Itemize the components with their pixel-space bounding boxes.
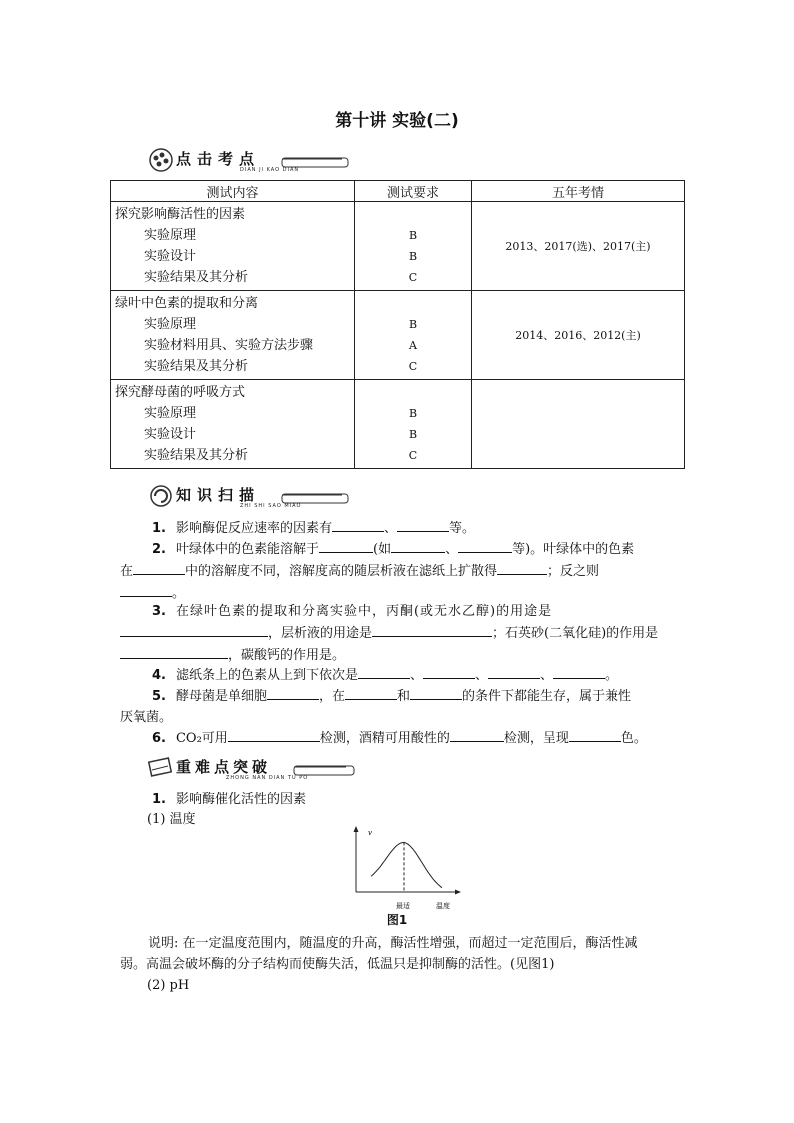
table-header-row: [111, 181, 685, 202]
banner-kaodian: [146, 146, 356, 178]
topic-title: 探究酵母菌的呼吸方式: [115, 385, 246, 400]
question-5: [120, 685, 685, 728]
question-text: (如: [373, 542, 392, 557]
question-number: 5.: [152, 689, 166, 704]
question-text: ；石英砂(二氧化硅)的作用是: [492, 626, 659, 641]
question-number: 3.: [152, 604, 166, 619]
figure-caption: 图1: [386, 913, 408, 927]
banner-kaodian-text: 点击考点: [176, 150, 261, 168]
answer-blank[interactable]: [319, 538, 373, 553]
answer-blank[interactable]: [569, 727, 621, 742]
level-value: C: [408, 360, 418, 373]
table-row: [111, 291, 685, 380]
answer-blank[interactable]: [372, 622, 492, 637]
explanation: [120, 933, 685, 975]
section-number: 1.: [152, 792, 166, 807]
question-2: [120, 538, 685, 604]
table-cell-topic: [111, 291, 355, 380]
level-value: A: [409, 339, 417, 352]
question-text: 中的溶解度不同，溶解度高的随层析液在滤纸上扩散得: [185, 564, 498, 579]
y-axis-arrow-icon: [354, 826, 359, 832]
question-text: 、: [540, 668, 554, 683]
level-value: B: [408, 428, 418, 441]
subsection-title: (2) pH: [147, 978, 190, 993]
question-text: 、: [475, 668, 489, 683]
subsection-title: (1) 温度: [147, 812, 196, 827]
banner-zhishi-pinyin: ZHI SHI SAO MIAO: [240, 503, 302, 509]
question-text: 。: [605, 668, 619, 683]
table-cell-years: 2014、2016、2012(主): [472, 291, 685, 380]
question-text: 厌氧菌。: [120, 710, 173, 725]
question-text: 、: [384, 521, 398, 536]
section-heading: [120, 789, 685, 810]
topic-title: 探究影响酶活性的因素: [115, 207, 246, 222]
level-value: C: [408, 271, 418, 284]
topic-title: 绿叶中色素的提取和分离: [115, 296, 259, 311]
topic-sub: 实验结果及其分析: [144, 270, 249, 285]
question-number: 1.: [152, 521, 166, 536]
question-text: 、: [410, 668, 424, 683]
question-text: 在: [120, 564, 134, 579]
enzyme-temperature-chart: [340, 826, 470, 912]
answer-blank[interactable]: [391, 538, 445, 553]
question-text: ，在: [319, 689, 346, 704]
answer-blank[interactable]: [358, 664, 410, 679]
question-4: [120, 664, 685, 686]
answer-blank[interactable]: [228, 727, 320, 742]
subsection-ph: [147, 975, 712, 996]
table-cell-topic: [111, 380, 355, 469]
optimum-label: 最适: [396, 902, 410, 910]
answer-blank[interactable]: [133, 560, 185, 575]
question-text: 、: [445, 542, 459, 557]
answer-blank[interactable]: [458, 538, 512, 553]
answer-blank[interactable]: [450, 727, 504, 742]
x-axis-arrow-icon: [455, 890, 461, 895]
question-text: 滤纸条上的色素从上到下依次是: [175, 668, 358, 683]
question-3: [120, 601, 685, 666]
banner-zhongnan-text: 重难点突破: [176, 758, 272, 776]
topic-sub: 实验结果及其分析: [144, 359, 249, 374]
level-value: C: [408, 449, 418, 462]
page-title: 第十讲 实验(二): [335, 111, 459, 131]
y-axis-label: v: [368, 829, 372, 837]
topic-sub: 实验原理: [144, 228, 197, 243]
question-text: ，层析液的用途是: [268, 626, 373, 641]
question-number: 2.: [152, 542, 166, 557]
requirements-table: [110, 180, 685, 469]
question-text: 影响酶促反应速率的因素有: [175, 521, 332, 536]
question-text: 和: [397, 689, 411, 704]
question-text: 等)。叶绿体中的色素: [512, 542, 635, 557]
level-value: B: [408, 229, 418, 242]
question-text: 检测，酒精可用酸性的: [319, 731, 450, 746]
question-6: [120, 727, 685, 749]
topic-sub: 实验原理: [144, 317, 197, 332]
banner-zhishi: [146, 482, 356, 514]
answer-blank[interactable]: [397, 517, 449, 532]
topic-sub: 实验设计: [144, 427, 197, 442]
table-header-history: 五年考情: [472, 181, 685, 202]
table-row: [111, 202, 685, 291]
answer-blank[interactable]: [497, 560, 547, 575]
answer-blank[interactable]: [345, 685, 397, 700]
level-value: B: [408, 318, 418, 331]
answer-blank[interactable]: [423, 664, 475, 679]
table-cell-years: 2013、2017(选)、2017(主): [472, 202, 685, 291]
question-number: 4.: [152, 668, 166, 683]
table-cell-years: [472, 380, 685, 469]
question-text: 色。: [620, 731, 647, 746]
question-text: 。: [332, 648, 346, 663]
question-number: 6.: [152, 731, 166, 746]
activity-curve: [371, 842, 442, 887]
topic-sub: 实验材料用具、实验方法步骤: [144, 338, 314, 353]
explanation-text: 说明: 在一定温度范围内，随温度的升高，酶活性增强，而超过一定范围后，酶活性减: [148, 936, 638, 951]
banner-zhongnan: [146, 754, 356, 786]
question-text: 。: [172, 586, 186, 601]
table-cell-topic: [111, 202, 355, 291]
topic-sub: 实验结果及其分析: [144, 448, 249, 463]
question-text: 等。: [449, 521, 476, 536]
level-value: B: [408, 407, 418, 420]
question-text: 叶绿体中的色素能溶解于: [175, 542, 319, 557]
answer-blank[interactable]: [267, 685, 319, 700]
topic-sub: 实验原理: [144, 406, 197, 421]
answer-blank[interactable]: [488, 664, 540, 679]
answer-blank[interactable]: [120, 622, 268, 637]
question-text: 检测，呈现: [503, 731, 569, 746]
section-title: 影响酶催化活性的因素: [175, 792, 306, 807]
question-text: 的条件下都能生存，属于兼性: [462, 689, 632, 704]
table-cell-level: [355, 380, 472, 469]
x-axis-label: 温度: [436, 902, 450, 910]
explanation-text: 弱。高温会破坏酶的分子结构而使酶失活，低温只是抑制酶的活性。(见图1): [120, 957, 555, 972]
banner-zhongnan-pinyin: ZHONG NAN DIAN TU PO: [226, 775, 309, 781]
table-cell-level: [355, 291, 472, 380]
question-text: ；反之则: [547, 564, 600, 579]
answer-blank[interactable]: [120, 644, 228, 659]
banner-zhishi-text: 知识扫描: [176, 486, 261, 504]
answer-blank[interactable]: [120, 582, 172, 597]
question-text: CO₂可用: [175, 731, 228, 746]
banner-kaodian-pinyin: DIAN JI KAO DIAN: [240, 167, 300, 173]
question-text: 在绿叶色素的提取和分离实验中，丙酮(或无水乙醇)的用途是: [175, 604, 553, 619]
answer-blank[interactable]: [553, 664, 605, 679]
table-header-requirement: 测试要求: [355, 181, 472, 202]
question-text: 酵母菌是单细胞: [175, 689, 267, 704]
question-1: [120, 517, 685, 539]
table-row: [111, 380, 685, 469]
topic-sub: 实验设计: [144, 249, 197, 264]
table-header-content: 测试内容: [111, 181, 355, 202]
level-value: B: [408, 250, 418, 263]
answer-blank[interactable]: [332, 517, 384, 532]
question-text: ，碳酸钙的作用是: [228, 648, 333, 663]
table-cell-level: [355, 202, 472, 291]
answer-blank[interactable]: [410, 685, 462, 700]
